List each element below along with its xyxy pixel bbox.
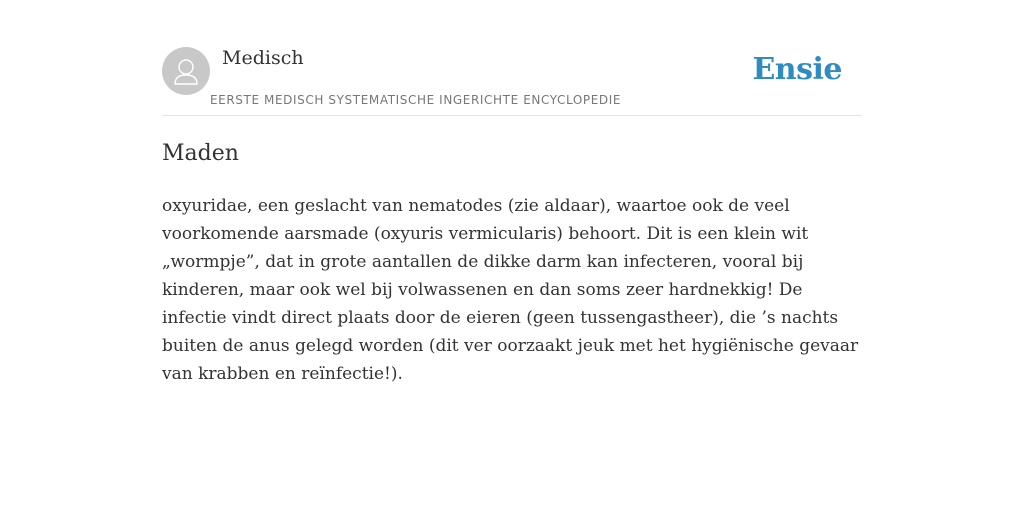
category-link[interactable]: Medisch	[222, 47, 304, 69]
user-icon	[162, 47, 210, 95]
header	[162, 46, 862, 116]
brand-logo[interactable]: Ensie	[752, 52, 842, 87]
article-title: Maden	[162, 141, 239, 166]
encyclopedia-subtitle: EERSTE MEDISCH SYSTEMATISCHE INGERICHTE ENCYCLOPEDIE	[210, 93, 622, 107]
avatar[interactable]	[162, 47, 210, 95]
article-body: oxyuridae, een geslacht van nematodes (zie aldaar), waartoe ook de veel voorkomende aarsmade (oxyuris vermicularis) behoort. Dit is een klein wit „wormpje”, dat in grote aantallen de dikke darm kan infecteren, vooral bij kinderen, maar ook wel bij volwassenen en dan soms zeer hardnekkig! De infectie vindt direct plaats door de eieren (geen tussengastheer), die ’s nachts buiten de anus gelegd worden (dit ver oorzaakt jeuk met het hygiënische gevaar van krabben en reïnfectie!).	[162, 196, 859, 384]
